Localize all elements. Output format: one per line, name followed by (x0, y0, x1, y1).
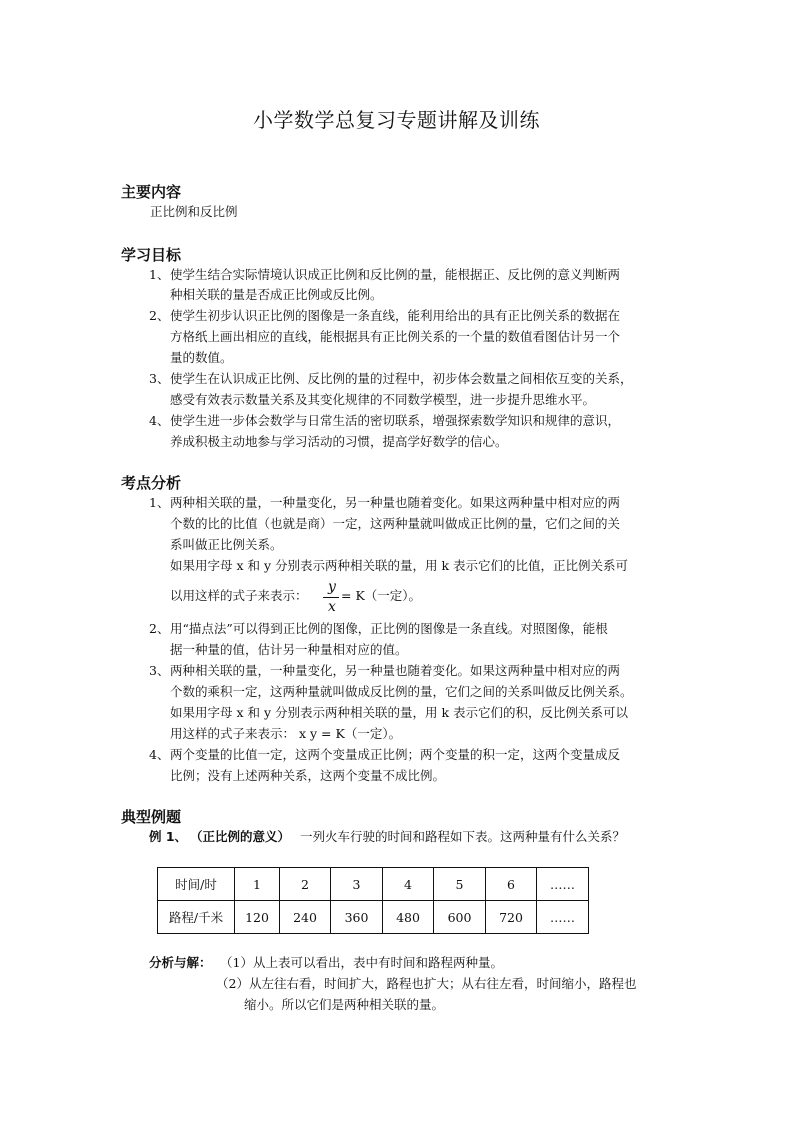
page-title: 小学数学总复习专题讲解及训练 (253, 108, 540, 132)
analysis-line: 两种相关联的量，一种量变化，另一种量也随着变化。如果这两种量中相对应的两 (170, 663, 621, 678)
analysis-number: 2、 (149, 621, 170, 636)
analysis-line: 系叫做正比例关系。 (170, 537, 283, 552)
section-heading-goals: 学习目标 (121, 246, 182, 264)
analysis-line: 用这样的式子来表示： x y = K（一定）。 (170, 726, 402, 741)
section-heading-main-content: 主要内容 (121, 183, 182, 201)
formula-prefix: 以用这样的式子来表示： (170, 588, 308, 603)
analysis-line: 个数的乘积一定，这两种量就叫做成反比例的量，它们之间的关系叫做反比例关系。 (170, 684, 633, 699)
table-cell: 6 (486, 868, 537, 901)
main-content-text: 正比例和反比例 (150, 204, 238, 219)
fraction-numerator: y (328, 579, 336, 595)
goal-line: 养成积极主动地参与学习活动的习惯，提高学好数学的信心。 (170, 434, 508, 449)
formula-suffix: = K（一定）。 (341, 588, 422, 603)
table-cell: 2 (280, 868, 331, 901)
analysis-line: 个数的比的比值（也就是商）一定，这两种量就叫做成正比例的量，它们之间的关 (170, 516, 621, 531)
analysis-line: 比例；没有上述两种关系，这两个变量不成比例。 (170, 768, 446, 783)
table-cell: 480 (383, 901, 434, 934)
goal-line: 使学生结合实际情境认识成正比例和反比例的量，能根据正、反比例的意义判断两 (170, 267, 621, 282)
solution-line: （1）从上表可以看出，表中有时间和路程两种量。 (220, 955, 503, 970)
solution-label: 分析与解： (149, 955, 212, 970)
table-cell: 120 (235, 901, 280, 934)
solution-line: 缩小。所以它们是两种相关联的量。 (244, 997, 445, 1012)
section-heading-analysis: 考点分析 (121, 474, 182, 492)
table-cell: 4 (383, 868, 434, 901)
table-cell: 240 (280, 901, 331, 934)
table-cell: 1 (235, 868, 280, 901)
table-cell: 5 (434, 868, 486, 901)
section-heading-examples: 典型例题 (121, 808, 182, 826)
table-cell: 360 (331, 901, 383, 934)
analysis-number: 1、 (149, 495, 170, 510)
table-row (158, 901, 589, 934)
table-cell: 3 (331, 868, 383, 901)
goal-number: 2、 (149, 308, 170, 323)
time-distance-table (157, 867, 589, 934)
goal-number: 3、 (149, 371, 170, 386)
fraction-bar (323, 597, 339, 598)
analysis-number: 3、 (149, 663, 170, 678)
goal-line: 种相关联的量是否成正比例或反比例。 (170, 287, 383, 302)
analysis-line: 如果用字母 x 和 y 分别表示两种相关联的量，用 k 表示它们的比值，正比例关系可 (170, 558, 629, 573)
table-cell: …… (537, 901, 589, 934)
goal-number: 1、 (149, 267, 170, 282)
table-cell: 时间/时 (158, 868, 235, 901)
table-cell: 600 (434, 901, 486, 934)
goal-number: 4、 (149, 413, 170, 428)
goal-line: 方格纸上画出相应的直线，能根据具有正比例关系的一个量的数值看图估计另一个 (170, 329, 621, 344)
goal-line: 使学生初步认识正比例的图像是一条直线，能利用给出的具有正比例关系的数据在 (170, 308, 621, 323)
analysis-line: 据一种量的值，估计另一种量相对应的值。 (170, 642, 408, 657)
analysis-line: 两种相关联的量，一种量变化，另一种量也随着变化。如果这两种量中相对应的两 (170, 495, 621, 510)
goal-line: 使学生在认识成正比例、反比例的量的过程中，初步体会数量之间相依互变的关系， (170, 371, 633, 386)
table-cell: …… (537, 868, 589, 901)
solution-line: （2）从左往右看，时间扩大，路程也扩大；从右往左看，时间缩小，路程也 (216, 976, 637, 991)
table-cell: 路程/千米 (158, 901, 235, 934)
example-text: 一列火车行驶的时间和路程如下表。这两种量有什么关系？ (300, 829, 626, 844)
example-tag: （正比例的意义） (190, 829, 291, 844)
analysis-line: 用“描点法”可以得到正比例的图像，正比例的图像是一条直线。对照图像，能根 (170, 621, 608, 636)
fraction-denominator: x (328, 599, 336, 615)
table-cell: 720 (486, 901, 537, 934)
analysis-number: 4、 (149, 747, 170, 762)
goal-line: 使学生进一步体会数学与日常生活的密切联系，增强探索数学知识和规律的意识， (170, 413, 621, 428)
analysis-line: 两个变量的比值一定，这两个变量成正比例；两个变量的积一定，这两个变量成反 (170, 747, 621, 762)
table-row (158, 868, 589, 901)
example-label: 例 1、 (149, 829, 188, 844)
analysis-line: 如果用字母 x 和 y 分别表示两种相关联的量，用 k 表示它们的积，反比例关系可以 (170, 705, 629, 720)
goal-line: 感受有效表示数量关系及其变化规律的不同数学模型，进一步提升思维水平。 (170, 392, 596, 407)
goal-line: 量的数值。 (170, 350, 233, 365)
